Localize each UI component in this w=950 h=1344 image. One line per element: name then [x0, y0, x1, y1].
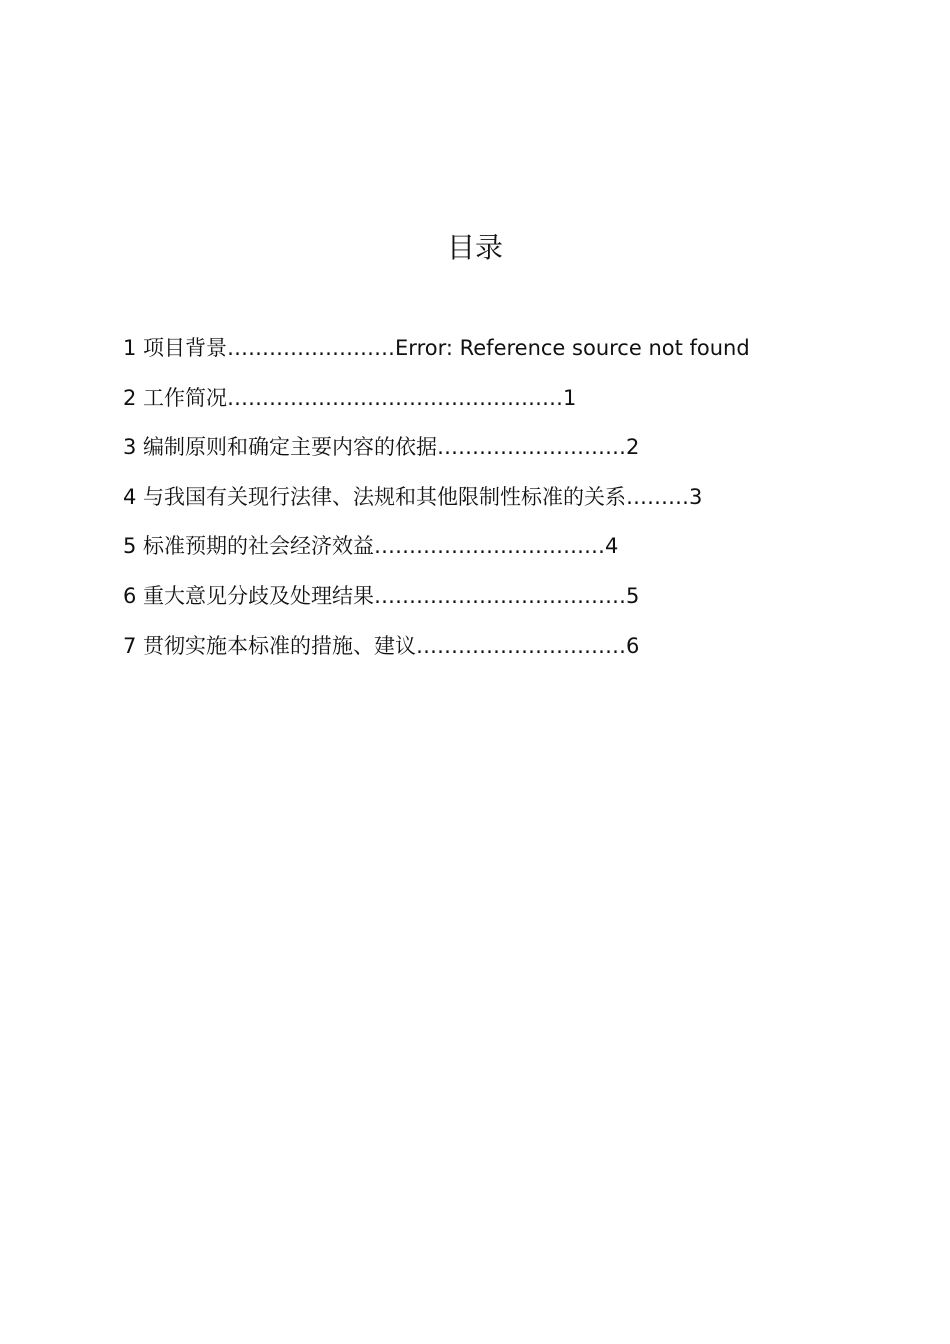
- toc-link-1[interactable]: [123, 330, 883, 380]
- toc-entry-text: 6 重大意见分歧及处理结果………………………………5: [123, 583, 640, 608]
- toc-list: [123, 330, 883, 677]
- toc-entry-2[interactable]: [123, 380, 883, 430]
- toc-entry-text: 4 与我国有关现行法律、法规和其他限制性标准的关系………3: [123, 484, 703, 509]
- toc-entry-7[interactable]: [123, 628, 883, 678]
- toc-link-7[interactable]: [123, 628, 883, 678]
- toc-title: 目录: [446, 231, 503, 264]
- toc-entry-4[interactable]: [123, 479, 883, 529]
- toc-entry-text: 3 编制原则和确定主要内容的依据………………………2: [123, 435, 640, 460]
- toc-entry-text: 7 贯彻实施本标准的措施、建议…………………………6: [123, 633, 640, 658]
- toc-link-6[interactable]: [123, 578, 883, 628]
- toc-entry-text: 5 标准预期的社会经济效益……………………………4: [123, 534, 619, 559]
- toc-entry-text: 1 项目背景……………………Error: Reference source not found: [123, 336, 750, 360]
- toc-link-3[interactable]: [123, 429, 883, 479]
- toc-link-4[interactable]: [123, 479, 883, 529]
- toc-entry-text: 2 工作简况…………………………………………1: [123, 385, 577, 410]
- toc-entry-3[interactable]: [123, 429, 883, 479]
- toc-entry-1[interactable]: [123, 330, 883, 380]
- toc-entry-5[interactable]: [123, 528, 883, 578]
- toc-link-2[interactable]: [123, 380, 883, 430]
- toc-link-5[interactable]: [123, 528, 883, 578]
- toc-entry-6[interactable]: [123, 578, 883, 628]
